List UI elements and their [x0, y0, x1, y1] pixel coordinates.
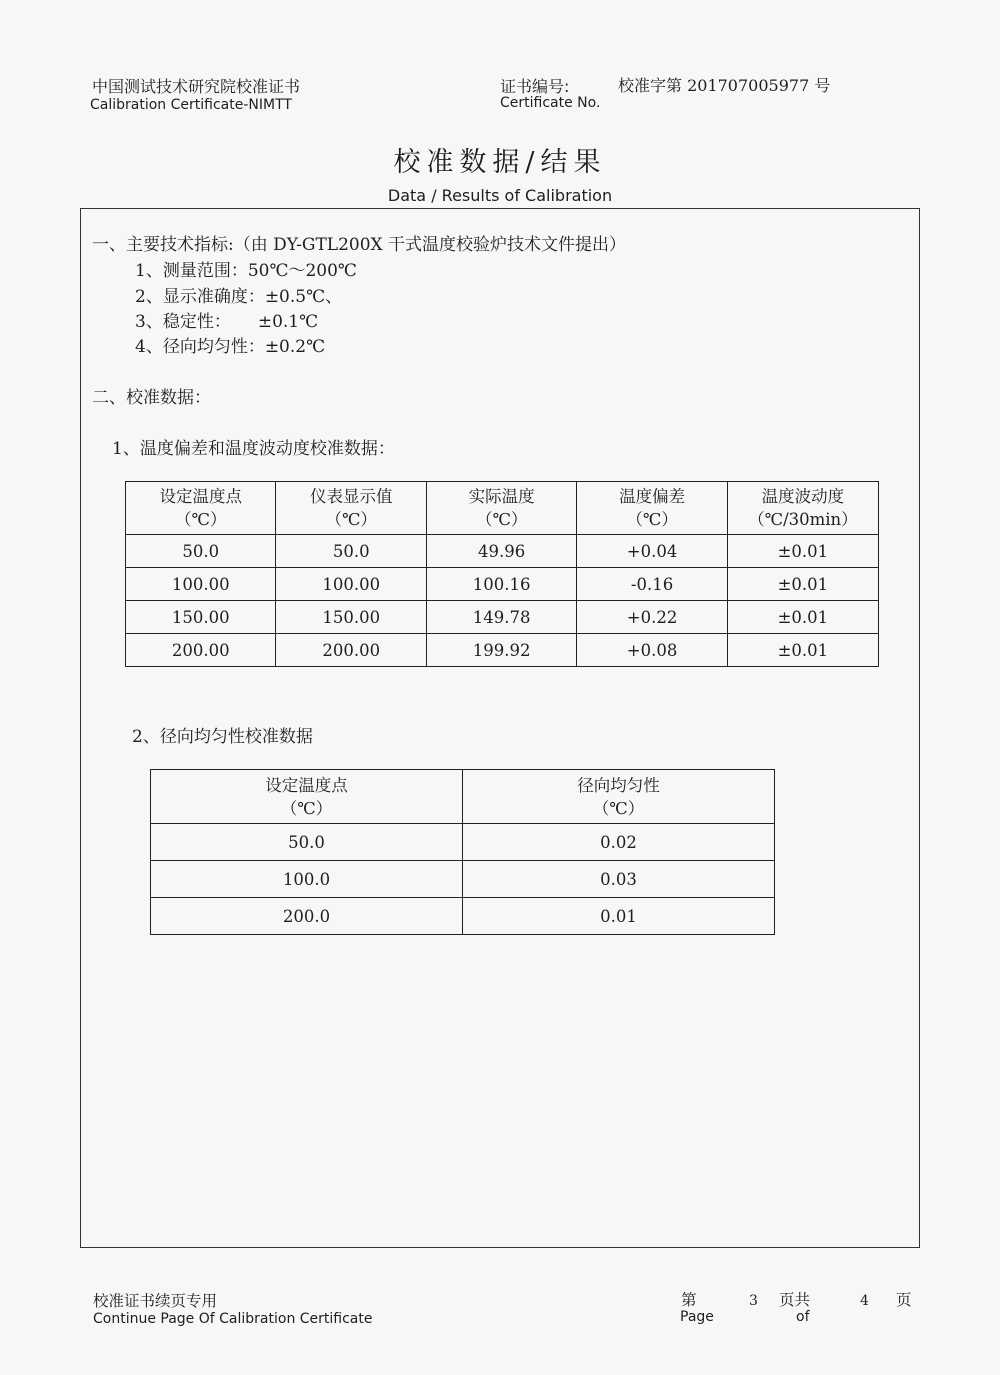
- page-title: 校准数据/结果: [393, 147, 607, 178]
- table-cell: 100.16: [426, 568, 576, 601]
- cert-no-label-en: Certificate No.: [500, 95, 601, 111]
- page-number: 3: [749, 1293, 758, 1309]
- table-cell: 100.00: [276, 568, 426, 601]
- footer-total-label-en: of: [796, 1309, 810, 1325]
- footer-total-label-cn: 页共: [779, 1291, 811, 1309]
- footer-left-en: Continue Page Of Calibration Certificate: [93, 1311, 373, 1327]
- section2-heading: 二、校准数据：: [92, 388, 211, 408]
- org-name-cn: 中国测试技术研究院校准证书: [92, 77, 301, 96]
- spec-item: 1、测量范围：50℃～200℃: [135, 261, 357, 281]
- spec-item: 4、径向均匀性：±0.2℃: [135, 337, 326, 357]
- table-header-cell: 仪表显示值 （℃）: [276, 482, 426, 535]
- table-cell: 200.00: [126, 634, 276, 667]
- footer-page-label-cn: 第: [681, 1291, 697, 1309]
- org-name-en: Calibration Certificate-NIMTT: [90, 97, 292, 113]
- section1-heading: 一、主要技术指标:（由 DY-GTL200X 干式温度校验炉技术文件提出）: [92, 235, 627, 255]
- table-cell: ±0.01: [727, 634, 878, 667]
- footer-page-label-en: Page: [680, 1309, 714, 1325]
- table-row: [151, 861, 775, 898]
- table-header-row: [126, 482, 879, 535]
- footer-left-cn: 校准证书续页专用: [93, 1292, 218, 1310]
- table-cell: 50.0: [126, 535, 276, 568]
- spec-item: 3、稳定性： ±0.1℃: [135, 312, 319, 332]
- uniformity-table: [150, 769, 775, 935]
- spec-item: 2、显示准确度：±0.5℃、: [135, 287, 343, 307]
- deviation-table: [125, 481, 879, 667]
- table1-caption: 1、温度偏差和温度波动度校准数据：: [112, 439, 395, 459]
- table-row: [126, 634, 879, 667]
- table-cell: 200.0: [151, 898, 463, 935]
- table-header-cell: 设定温度点 （℃）: [126, 482, 276, 535]
- table-cell: -0.16: [577, 568, 727, 601]
- table-cell: 200.00: [276, 634, 426, 667]
- table-cell: ±0.01: [727, 568, 878, 601]
- table-cell: 0.03: [463, 861, 775, 898]
- table-header-cell: 温度波动度 （℃/30min）: [727, 482, 878, 535]
- table-cell: ±0.01: [727, 535, 878, 568]
- cert-no-value: 校准字第 201707005977 号: [618, 76, 831, 95]
- table-cell: +0.22: [577, 601, 727, 634]
- table-row: [151, 824, 775, 861]
- table-cell: 150.00: [126, 601, 276, 634]
- table-cell: +0.08: [577, 634, 727, 667]
- table-cell: 50.0: [151, 824, 463, 861]
- table-header-cell: 温度偏差 （℃）: [577, 482, 727, 535]
- table-row: [126, 535, 879, 568]
- table-cell: 49.96: [426, 535, 576, 568]
- table-cell: 100.00: [126, 568, 276, 601]
- table2-caption: 2、径向均匀性校准数据: [132, 727, 313, 747]
- table-cell: 199.92: [426, 634, 576, 667]
- table-header-cell: 实际温度 （℃）: [426, 482, 576, 535]
- table-cell: 149.78: [426, 601, 576, 634]
- total-pages: 4: [860, 1293, 869, 1309]
- table-row: [126, 568, 879, 601]
- page-subtitle: Data / Results of Calibration: [387, 186, 613, 205]
- table-cell: 100.0: [151, 861, 463, 898]
- table-cell: ±0.01: [727, 601, 878, 634]
- table-header-row: [151, 770, 775, 824]
- table-cell: 50.0: [276, 535, 426, 568]
- table-header-cell: 设定温度点 （℃）: [151, 770, 463, 824]
- table-row: [126, 601, 879, 634]
- table-header-cell: 径向均匀性 （℃）: [463, 770, 775, 824]
- table-row: [151, 898, 775, 935]
- table-cell: 150.00: [276, 601, 426, 634]
- cert-no-label-cn: 证书编号:: [500, 77, 570, 96]
- table-cell: 0.02: [463, 824, 775, 861]
- table-cell: +0.04: [577, 535, 727, 568]
- table-cell: 0.01: [463, 898, 775, 935]
- footer-end-label-cn: 页: [896, 1291, 912, 1309]
